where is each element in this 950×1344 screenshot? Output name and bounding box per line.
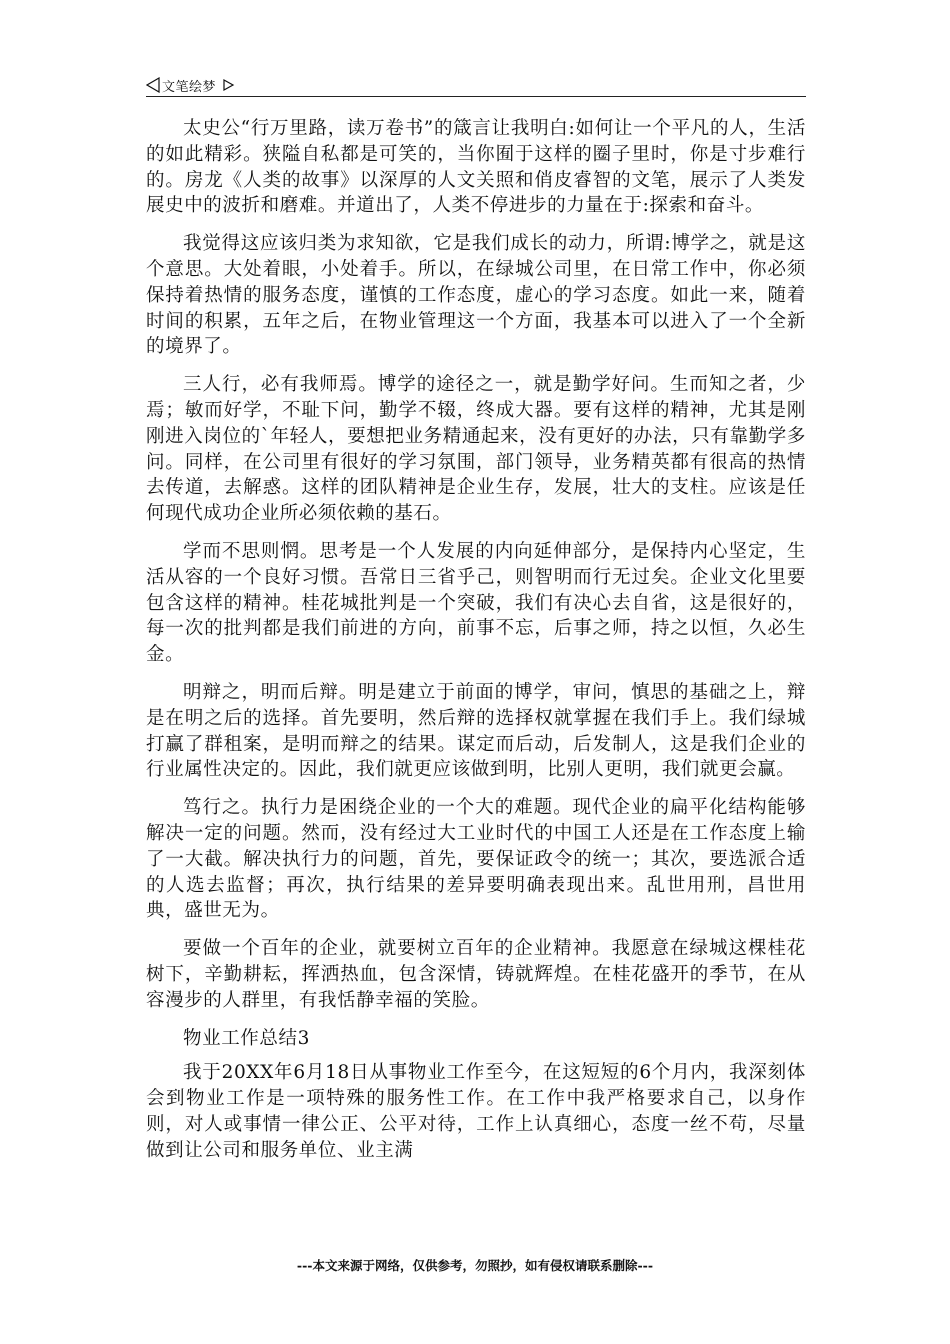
paragraph: 笃行之。执行力是困绕企业的一个大的难题。现代企业的扁平化结构能够解决一定的问题。然而，没有经过大工业时代的中国工人还是在工作态度上输了一大截。解决执行力的问题，首先，要保证政令的统一；其次，要选派合适的人选去监督；再次，执行结果的差异要明确表现出来。乱世用刑，昌世用典，盛世无为。: [146, 797, 806, 922]
paragraph: 学而不思则惘。思考是一个人发展的内向延伸部分，是保持内心坚定，生活从容的一个良好习惯。吾常日三省乎己，则智明而行无过矣。企业文化里要包含这样的精神。桂花城批判是一个突破，我们有决心去自省，这是很好的，每一次的批判都是我们前进的方向，前事不忘，后事之师，持之以恒，久必生金。: [146, 540, 806, 666]
section-title: 物业工作总结3: [183, 1027, 310, 1049]
paragraph: 三人行，必有我师焉。博学的途径之一，就是勤学好问。生而知之者，少焉；敏而好学，不耻下问，勤学不辍，终成大器。要有这样的精神，尤其是刚刚进入岗位的`年轻人，要想把业务精通起来，没有更好的办法，只有靠勤学多问。同样，在公司里有很好的学习氛围，部门领导，业务精英都有很高的热情去传道，去解惑。这样的团队精神是企业生存，发展，壮大的支柱。应该是任何现代成功企业所必须依赖的基石。: [146, 374, 806, 525]
brand-title: 文笔绘梦: [162, 79, 217, 95]
paragraph: 我于20XX年6月18日从事物业工作至今，在这短短的6个月内，我深刻体会到物业工作是一项特殊的服务性工作。在工作中我严格要求自己，以身作则，对人或事情一律公正、公平对待，工作上认真细心，态度一丝不苟，尽量做到让公司和服务单位、业主满: [146, 1062, 806, 1161]
document-body: [146, 116, 806, 1175]
triangle-right-icon: [222, 77, 236, 93]
page-header: [146, 74, 806, 97]
paragraph: 明辩之，明而后辩。明是建立于前面的博学，审问，慎思的基础之上，辩是在明之后的选择。首先要明，然后辩的选择权就掌握在我们手上。我们绿城打赢了群租案，是明而辩之的结果。谋定而后动，后发制人，这是我们企业的行业属性决定的。因此，我们就更应该做到明，比别人更明，我们就更会赢。: [146, 681, 806, 781]
footer-disclaimer: ---本文来源于网络，仅供参考，勿照抄，如有侵权请联系删除---: [296, 1258, 654, 1273]
triangle-left-icon: [146, 77, 160, 93]
paragraph: 我觉得这应该归类为求知欲，它是我们成长的动力，所谓:博学之，就是这个意思。大处着眼，小处着手。所以，在绿城公司里，在日常工作中，你必须保持着热情的服务态度，谨慎的工作态度，虚心的学习态度。如此一来，随着时间的积累，五年之后，在物业管理这一个方面，我基本可以进入了一个全新的境界了。: [146, 233, 806, 358]
paragraph: 太史公“行万里路，读万卷书”的箴言让我明白:如何让一个平凡的人，生活的如此精彩。狭隘自私都是可笑的，当你囿于这样的圈子里时，你是寸步难行的。房龙《人类的故事》以深厚的人文关照和俏皮睿智的文笔，展示了人类发展史中的波折和磨难。并道出了，人类不停进步的力量在于:探索和奋斗。: [146, 118, 806, 217]
paragraph: 要做一个百年的企业，就要树立百年的企业精神。我愿意在绿城这棵桂花树下，辛勤耕耘，挥洒热血，包含深情，铸就辉煌。在桂花盛开的季节，在从容漫步的人群里，有我恬静幸福的笑脸。: [146, 938, 806, 1011]
